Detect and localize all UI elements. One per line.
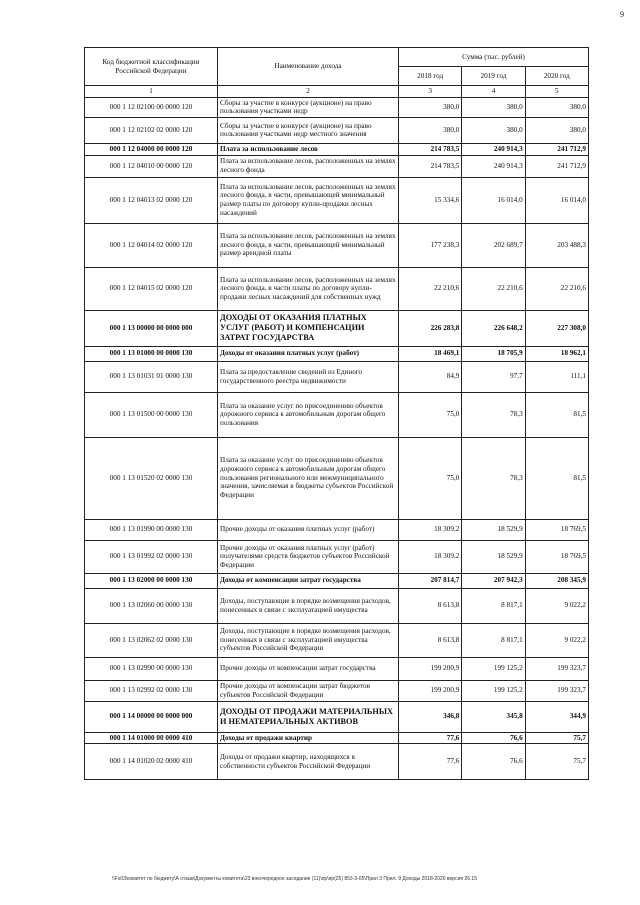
table-row bbox=[85, 732, 589, 744]
header-year-2020: 2020 год bbox=[525, 67, 588, 86]
row-value-2020: 344,9 bbox=[525, 701, 588, 732]
row-name: Плата за использование лесов, расположенных на землях лесного фонда, в части, превышающей минимальный размер платы по договору купли-продажи лесных насаждений bbox=[218, 177, 399, 223]
row-value-2020: 81,5 bbox=[525, 392, 588, 437]
table-row bbox=[85, 744, 589, 780]
table-row bbox=[85, 437, 589, 519]
table-row bbox=[85, 623, 589, 657]
row-value-2018: 207 814,7 bbox=[399, 573, 462, 588]
table-row bbox=[85, 117, 589, 143]
row-value-2018: 214 783,5 bbox=[399, 155, 462, 177]
row-value-2018: 18 309,2 bbox=[399, 540, 462, 573]
row-value-2019: 18 529,9 bbox=[462, 519, 525, 540]
row-name: Плата за использование лесов, расположенных на землях лесного фонда, в части платы по договору купли-продажи лесных насаждений для собственных нужд bbox=[218, 267, 399, 310]
row-name: Плата за оказание услуг по присоединению объектов дорожного сервиса к автомобильным дорогам общего пользования регионального или межмуниципального значения, зачисляемая в бюджеты субъектов Российской Федерации bbox=[218, 437, 399, 519]
col-num-4: 4 bbox=[462, 86, 525, 98]
row-value-2018: 380,0 bbox=[399, 117, 462, 143]
row-code: 000 1 13 02060 00 0000 130 bbox=[85, 588, 218, 623]
row-code: 000 1 13 01000 00 0000 130 bbox=[85, 346, 218, 361]
row-value-2018: 84,9 bbox=[399, 361, 462, 392]
table-row bbox=[85, 143, 589, 155]
col-num-2: 2 bbox=[218, 86, 399, 98]
row-value-2019: 18 529,9 bbox=[462, 540, 525, 573]
row-code: 000 1 13 02000 00 0000 130 bbox=[85, 573, 218, 588]
table-row bbox=[85, 97, 589, 117]
header-code: Код бюджетной классификации Российской Федерации bbox=[85, 48, 218, 86]
row-value-2018: 199 200,9 bbox=[399, 680, 462, 701]
row-name: Сборы за участие в конкурсе (аукционе) на право пользования участками недр местного значения bbox=[218, 117, 399, 143]
row-value-2020: 241 712,9 bbox=[525, 155, 588, 177]
row-value-2018: 226 283,8 bbox=[399, 310, 462, 346]
row-value-2019: 8 817,1 bbox=[462, 588, 525, 623]
row-value-2020: 81,5 bbox=[525, 437, 588, 519]
col-num-5: 5 bbox=[525, 86, 588, 98]
header-sum: Сумма (тыс. рублей) bbox=[399, 48, 589, 67]
row-name: Доходы от продажи квартир bbox=[218, 732, 399, 744]
row-value-2020: 241 712,9 bbox=[525, 143, 588, 155]
row-value-2020: 75,7 bbox=[525, 744, 588, 780]
row-code: 000 1 12 04000 00 0000 120 bbox=[85, 143, 218, 155]
header-year-2019: 2019 год bbox=[462, 67, 525, 86]
row-code: 000 1 12 02100 00 0000 120 bbox=[85, 97, 218, 117]
row-name: Доходы от компенсации затрат государства bbox=[218, 573, 399, 588]
row-value-2019: 76,6 bbox=[462, 744, 525, 780]
row-value-2019: 240 914,3 bbox=[462, 143, 525, 155]
table-row bbox=[85, 223, 589, 267]
row-code: 000 1 13 02990 00 0000 130 bbox=[85, 657, 218, 680]
row-name: Плата за использование лесов, расположенных на землях лесного фонда bbox=[218, 155, 399, 177]
row-code: 000 1 13 01500 00 0000 130 bbox=[85, 392, 218, 437]
row-code: 000 1 14 00000 00 0000 000 bbox=[85, 701, 218, 732]
row-value-2018: 75,0 bbox=[399, 392, 462, 437]
row-value-2019: 78,3 bbox=[462, 437, 525, 519]
row-name: ДОХОДЫ ОТ ПРОДАЖИ МАТЕРИАЛЬНЫХ И НЕМАТЕРИАЛЬНЫХ АКТИВОВ bbox=[218, 701, 399, 732]
table-row bbox=[85, 680, 589, 701]
row-code: 000 1 13 01990 00 0000 130 bbox=[85, 519, 218, 540]
row-code: 000 1 13 01031 01 0000 130 bbox=[85, 361, 218, 392]
row-value-2019: 76,6 bbox=[462, 732, 525, 744]
table-row bbox=[85, 361, 589, 392]
col-num-1: 1 bbox=[85, 86, 218, 98]
row-value-2018: 18 309,2 bbox=[399, 519, 462, 540]
row-code: 000 1 12 02102 02 0000 120 bbox=[85, 117, 218, 143]
table-row bbox=[85, 346, 589, 361]
table-row bbox=[85, 519, 589, 540]
row-code: 000 1 13 02062 02 0000 130 bbox=[85, 623, 218, 657]
row-value-2019: 78,3 bbox=[462, 392, 525, 437]
page-number: 9 bbox=[620, 10, 624, 19]
row-value-2020: 18 769,5 bbox=[525, 540, 588, 573]
row-value-2019: 380,0 bbox=[462, 97, 525, 117]
row-value-2020: 22 210,6 bbox=[525, 267, 588, 310]
row-value-2020: 380,0 bbox=[525, 117, 588, 143]
row-value-2020: 227 308,0 bbox=[525, 310, 588, 346]
revenue-table bbox=[84, 47, 589, 780]
row-value-2018: 18 469,1 bbox=[399, 346, 462, 361]
row-name: Доходы от продажи квартир, находящихся в собственности субъектов Российской Федерации bbox=[218, 744, 399, 780]
table-row bbox=[85, 392, 589, 437]
row-value-2019: 199 125,2 bbox=[462, 680, 525, 701]
row-name: Прочие доходы от компенсации затрат бюджетов субъектов Российской Федерации bbox=[218, 680, 399, 701]
row-value-2018: 346,8 bbox=[399, 701, 462, 732]
row-code: 000 1 13 02992 02 0000 130 bbox=[85, 680, 218, 701]
row-name: Плата за использование лесов bbox=[218, 143, 399, 155]
row-value-2018: 380,0 bbox=[399, 97, 462, 117]
row-value-2019: 240 914,3 bbox=[462, 155, 525, 177]
row-value-2020: 18 769,5 bbox=[525, 519, 588, 540]
table-row bbox=[85, 267, 589, 310]
row-value-2019: 345,8 bbox=[462, 701, 525, 732]
row-code: 000 1 12 04013 02 0000 120 bbox=[85, 177, 218, 223]
row-name: Плата за использование лесов, расположенных на землях лесного фонда, в части, превышающей минимальный размер арендной платы bbox=[218, 223, 399, 267]
row-value-2018: 8 613,8 bbox=[399, 588, 462, 623]
row-value-2019: 380,0 bbox=[462, 117, 525, 143]
row-code: 000 1 14 01000 00 0000 410 bbox=[85, 732, 218, 744]
row-name: Доходы, поступающие в порядке возмещения расходов, понесенных в связи с эксплуатацией имущества субъектов Российской Федерации bbox=[218, 623, 399, 657]
table-row bbox=[85, 540, 589, 573]
table-row bbox=[85, 657, 589, 680]
row-value-2018: 22 210,6 bbox=[399, 267, 462, 310]
row-value-2019: 8 817,1 bbox=[462, 623, 525, 657]
table-row bbox=[85, 701, 589, 732]
row-value-2018: 199 200,9 bbox=[399, 657, 462, 680]
file-path-footer: \\Fs03\комитет по бюджету\А отзыв\Документы комитета\23 внеочередное заседание (11)\пр\пр(25) 853-3-05\Прил 3 Прил. 9 Доходы 2018-2020 версия 26.15 bbox=[112, 876, 477, 882]
col-num-3: 3 bbox=[399, 86, 462, 98]
row-name: ДОХОДЫ ОТ ОКАЗАНИЯ ПЛАТНЫХ УСЛУГ (РАБОТ) И КОМПЕНСАЦИИ ЗАТРАТ ГОСУДАРСТВА bbox=[218, 310, 399, 346]
row-value-2020: 199 323,7 bbox=[525, 680, 588, 701]
row-code: 000 1 12 04010 00 0000 120 bbox=[85, 155, 218, 177]
row-code: 000 1 13 01520 02 0000 130 bbox=[85, 437, 218, 519]
row-value-2020: 199 323,7 bbox=[525, 657, 588, 680]
row-value-2019: 199 125,2 bbox=[462, 657, 525, 680]
row-value-2019: 226 648,2 bbox=[462, 310, 525, 346]
row-value-2020: 203 488,3 bbox=[525, 223, 588, 267]
row-value-2019: 22 210,6 bbox=[462, 267, 525, 310]
table-row bbox=[85, 573, 589, 588]
row-value-2020: 208 345,9 bbox=[525, 573, 588, 588]
row-name: Прочие доходы от компенсации затрат государства bbox=[218, 657, 399, 680]
table-row bbox=[85, 155, 589, 177]
row-value-2018: 77,6 bbox=[399, 732, 462, 744]
row-code: 000 1 13 01992 02 0000 130 bbox=[85, 540, 218, 573]
row-name: Доходы от оказания платных услуг (работ) bbox=[218, 346, 399, 361]
row-value-2019: 207 942,3 bbox=[462, 573, 525, 588]
row-name: Сборы за участие в конкурсе (аукционе) на право пользования участками недр bbox=[218, 97, 399, 117]
row-name: Плата за предоставление сведений из Единого государственного реестра недвижимости bbox=[218, 361, 399, 392]
row-value-2018: 15 334,6 bbox=[399, 177, 462, 223]
row-code: 000 1 14 01020 02 0000 410 bbox=[85, 744, 218, 780]
table-row bbox=[85, 588, 589, 623]
row-code: 000 1 12 04014 02 0000 120 bbox=[85, 223, 218, 267]
row-value-2019: 202 689,7 bbox=[462, 223, 525, 267]
table-row bbox=[85, 177, 589, 223]
row-value-2018: 214 783,5 bbox=[399, 143, 462, 155]
header-year-2018: 2018 год bbox=[399, 67, 462, 86]
row-value-2020: 111,1 bbox=[525, 361, 588, 392]
row-value-2020: 380,0 bbox=[525, 97, 588, 117]
row-value-2019: 18 705,9 bbox=[462, 346, 525, 361]
row-code: 000 1 12 04015 02 0000 120 bbox=[85, 267, 218, 310]
row-code: 000 1 13 00000 00 0000 000 bbox=[85, 310, 218, 346]
row-value-2018: 77,6 bbox=[399, 744, 462, 780]
row-value-2018: 8 613,8 bbox=[399, 623, 462, 657]
row-value-2018: 75,0 bbox=[399, 437, 462, 519]
row-value-2020: 9 022,2 bbox=[525, 623, 588, 657]
row-value-2019: 97,7 bbox=[462, 361, 525, 392]
row-value-2020: 18 962,1 bbox=[525, 346, 588, 361]
row-value-2020: 16 014,0 bbox=[525, 177, 588, 223]
row-name: Доходы, поступающие в порядке возмещения расходов, понесенных в связи с эксплуатацией имущества bbox=[218, 588, 399, 623]
table-row bbox=[85, 310, 589, 346]
row-value-2018: 177 238,3 bbox=[399, 223, 462, 267]
header-name: Наименование дохода bbox=[218, 48, 399, 86]
row-name: Плата за оказание услуг по присоединению объектов дорожного сервиса к автомобильным дорогам общего пользования bbox=[218, 392, 399, 437]
row-name: Прочие доходы от оказания платных услуг (работ) bbox=[218, 519, 399, 540]
row-value-2019: 16 014,0 bbox=[462, 177, 525, 223]
row-name: Прочие доходы от оказания платных услуг (работ) получателями средств бюджетов субъектов Российской Федерации bbox=[218, 540, 399, 573]
row-value-2020: 9 022,2 bbox=[525, 588, 588, 623]
row-value-2020: 75,7 bbox=[525, 732, 588, 744]
